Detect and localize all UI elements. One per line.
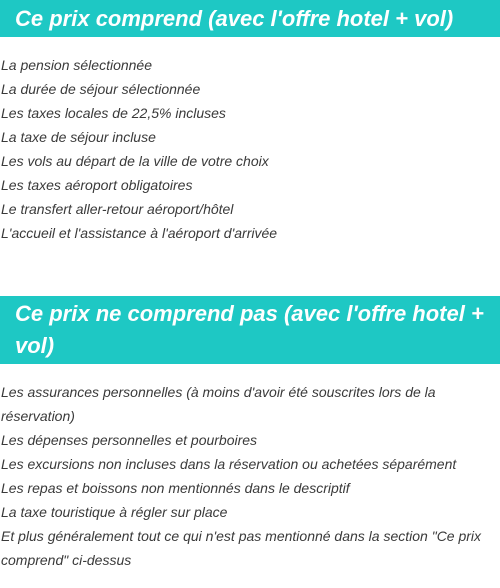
- list-item: Les assurances personnelles (à moins d'avoir été souscrites lors de la réservation): [1, 384, 436, 424]
- list-item: L'accueil et l'assistance à l'aéroport d'arrivée: [1, 225, 278, 241]
- list-item: Les dépenses personnelles et pourboires: [1, 432, 258, 448]
- list-item: Les vols au départ de la ville de votre choix: [1, 153, 269, 169]
- list-item: La taxe de séjour incluse: [1, 129, 156, 145]
- excluded-list: [0, 380, 494, 572]
- list-item: Les repas et boissons non mentionnés dans le descriptif: [1, 480, 350, 496]
- list-item: Les taxes aéroport obligatoires: [1, 177, 193, 193]
- included-list: [0, 53, 494, 245]
- list-item: Les taxes locales de 22,5% incluses: [1, 105, 226, 121]
- list-item: La pension sélectionnée: [1, 57, 153, 73]
- excluded-section-title: Ce prix ne comprend pas (avec l'offre hotel + vol): [0, 296, 500, 364]
- included-section-title: Ce prix comprend (avec l'offre hotel + vol): [0, 0, 500, 37]
- list-item: Et plus généralement tout ce qui n'est pas mentionné dans la section "Ce prix comprend" ci-dessus: [1, 528, 482, 568]
- list-item: La durée de séjour sélectionnée: [1, 81, 201, 97]
- list-item: Les excursions non incluses dans la réservation ou achetées séparément: [1, 456, 457, 472]
- list-item: Le transfert aller-retour aéroport/hôtel: [1, 201, 234, 217]
- list-item: La taxe touristique à régler sur place: [1, 504, 228, 520]
